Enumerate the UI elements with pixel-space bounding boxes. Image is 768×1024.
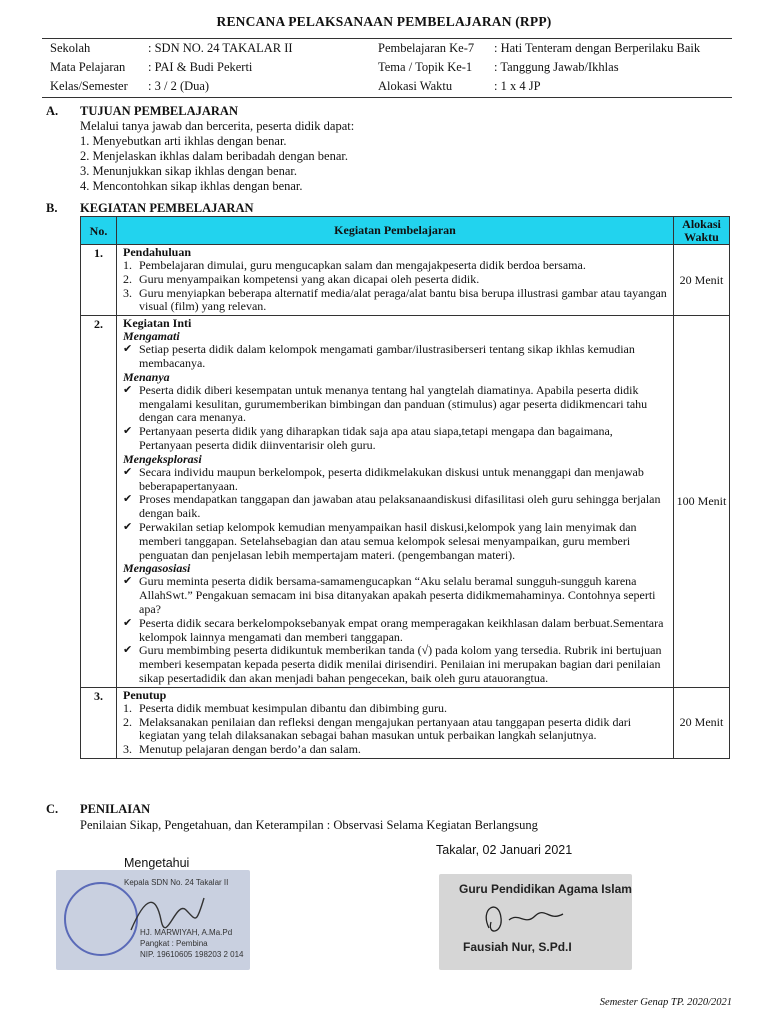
row-number: 3. — [81, 687, 117, 758]
table-row — [81, 687, 730, 758]
header-value: : Hati Tenteram dengan Berperilaku Baik — [494, 41, 701, 55]
teacher-signature — [439, 874, 632, 970]
check-icon: ✔ — [123, 575, 133, 588]
activity-cell — [117, 316, 674, 688]
subphase-title: Mengasosiasi — [123, 561, 191, 576]
list-item: 1. Peserta didik membuat kesimpulan dibantu dan dibimbing guru. — [123, 700, 447, 715]
objective-list — [80, 134, 348, 194]
column-header: No. — [81, 217, 117, 245]
list-item: ✔ Perwakilan setiap kelompok kemudian menyampaikan hasil diskusi,kelompok yang lain menyimak dan memberi tanggapan. Setelahsebagian dan atau semua kelompok selesai menyampaikan, guru memberi penguatan dan penjelasan lebih mempertajam materi. (pengembangan materi). — [123, 519, 637, 562]
list-item: ✔ Secara individu maupun berkelompok, peserta didikmelakukan diskusi untuk menanggapi dan menjawab beberapapertanyaan. — [123, 464, 644, 493]
check-icon: ✔ — [123, 616, 133, 629]
list-item: 2. Melaksanakan penilaian dan refleksi dengan mengajukan pertanyaan atau tanggapan peserta didik dari kegiatan yang telah dilaksanakan sebagai bahan masukan untuk perbaikan langkah selanjutnya. — [123, 714, 632, 743]
list-item: 3. Menunjukkan sikap ikhlas dengan benar. — [80, 164, 297, 178]
row-number: 2. — [81, 316, 117, 688]
check-icon: ✔ — [123, 465, 133, 478]
teacher-role: Guru Pendidikan Agama Islam — [459, 882, 632, 896]
row-number: 1. — [81, 245, 117, 316]
identity-header — [42, 38, 732, 98]
check-icon: ✔ — [123, 383, 133, 396]
list-item: 1. Menyebutkan arti ikhlas dengan benar. — [80, 134, 287, 148]
header-label: Kelas/Semester — [50, 79, 128, 93]
time-allocation: 20 Menit — [674, 687, 730, 758]
check-icon: ✔ — [123, 520, 133, 533]
section-letter: A. — [46, 104, 59, 118]
check-icon: ✔ — [123, 493, 133, 506]
header-value: : 1 x 4 JP — [494, 79, 541, 93]
subphase-title: Mengamati — [123, 329, 180, 344]
acknowledged-caption: Mengetahui — [124, 856, 190, 870]
list-item: ✔ Guru meminta peserta didik bersama-samamengucapkan “Aku selalu beramal sungguh-sungguh karena AllahSwt.” Pengakuan semacam ini bisa ditanyakan apakah peserta didikmemahaminya. Contohnya seperti apa? — [123, 574, 656, 616]
assessment-text: Penilaian Sikap, Pengetahuan, dan Keterampilan : Observasi Selama Kegiatan Berlangsung — [80, 818, 538, 832]
section-letter: C. — [46, 802, 59, 816]
table-row — [81, 316, 730, 688]
section-title: PENILAIAN — [80, 802, 151, 816]
column-header: Kegiatan Pembelajaran — [117, 217, 674, 245]
phase-title: Pendahuluan — [123, 245, 192, 259]
subphase-title: Mengeksplorasi — [123, 451, 202, 466]
list-item: ✔ Peserta didik secara berkelompoksebanyak empat orang memperagakan keikhlasan dalam berbuat.Sementara kelompok lainnya mengamati dan memberi tanggapan. — [123, 615, 664, 644]
table-row — [81, 245, 730, 316]
signature-scribble-icon — [479, 898, 569, 938]
header-label: Alokasi Waktu — [378, 79, 453, 93]
header-row — [42, 41, 732, 59]
stamp-line: HJ. MARWIYAH, A.Ma.Pd — [140, 928, 233, 937]
stamp-line: Kepala SDN No. 24 Takalar II — [124, 878, 229, 887]
activity-cell — [117, 687, 674, 758]
header-value: : PAI & Budi Pekerti — [148, 60, 253, 74]
teacher-name: Fausiah Nur, S.Pd.I — [463, 940, 572, 954]
document-title: RENCANA PELAKSANAAN PEMBELAJARAN (RPP) — [216, 14, 552, 29]
header-label: Tema / Topik Ke-1 — [378, 60, 473, 74]
check-icon: ✔ — [123, 425, 133, 438]
section-title: TUJUAN PEMBELAJARAN — [80, 104, 238, 118]
column-header: Alokasi Waktu — [674, 217, 730, 245]
principal-stamp — [56, 870, 250, 970]
activity-cell — [117, 245, 674, 316]
list-item: ✔ Pertanyaan peserta didik yang diharapkan tidak saja apa atau siapa,tetapi mengapa dan bagaimana, Pertanyaan peserta didik diinventarisir oleh guru. — [123, 424, 613, 452]
header-value: : 3 / 2 (Dua) — [148, 79, 210, 93]
header-label: Mata Pelajaran — [50, 60, 126, 74]
table-header-row — [81, 217, 730, 245]
header-row — [42, 60, 732, 78]
list-item: ✔ Guru membimbing peserta didikuntuk memberikan tanda (√) pada kolom yang tersedia. Rubrik ini bertujuan memberi kesempatan kepada peserta didik menilai dirisendiri. Penilaian ini merupakan bagian dari penilaian sikap pesertadidik dan akan menjadi bahan pengecekan, baik oleh guru atauorangtua. — [123, 643, 662, 685]
check-icon: ✔ — [123, 644, 133, 657]
list-item: 1. Pembelajaran dimulai, guru mengucapkan salam dan mengajakpeserta didik berdoa bersama. — [123, 258, 586, 272]
stamp-line: Pangkat : Pembina — [140, 939, 208, 948]
header-label: Pembelajaran Ke-7 — [378, 41, 475, 55]
check-icon: ✔ — [123, 343, 133, 356]
list-item: 3. Menutup pelajaran dengan berdo’a dan salam. — [123, 742, 361, 757]
header-value: : SDN NO. 24 TAKALAR II — [148, 41, 293, 55]
stamp-line: NIP. 19610605 198203 2 014 — [140, 950, 244, 959]
time-allocation: 20 Menit — [674, 245, 730, 316]
header-label: Sekolah — [50, 41, 91, 55]
list-item: 4. Mencontohkan sikap ikhlas dengan benar. — [80, 179, 303, 193]
phase-title: Kegiatan Inti — [123, 316, 192, 331]
footer-semester: Semester Genap TP. 2020/2021 — [599, 997, 732, 1008]
time-allocation: 100 Menit — [674, 316, 730, 688]
section-title: KEGIATAN PEMBELAJARAN — [80, 201, 254, 215]
header-value: : Tanggung Jawab/Ikhlas — [494, 60, 619, 74]
header-row — [42, 79, 732, 97]
section-intro: Melalui tanya jawab dan bercerita, peserta didik dapat: — [80, 119, 355, 133]
list-item: ✔ Proses mendapatkan tanggapan dan jawaban atau pelaksanaandiskusi difasilitasi oleh guru sehingga berjalan dengan baik. — [123, 492, 661, 521]
phase-title: Penutup — [123, 687, 167, 702]
list-item: 2. Menjelaskan ikhlas dalam beribadah dengan benar. — [80, 149, 348, 163]
subphase-title: Menanya — [123, 369, 170, 384]
section-letter: B. — [46, 201, 58, 215]
list-item: ✔ Peserta didik diberi kesempatan untuk menanya tentang hal yangtelah diamatinya. Apabila peserta didik mengalami kesulitan, gurumemberikan bimbingan dan panduan (stimulus) agar peserta didikmencari tahu dengan cara menanya. — [123, 382, 648, 425]
list-item: 2. Guru menyampaikan kompetensi yang akan dicapai oleh peserta didik. — [123, 271, 480, 286]
place-date: Takalar, 02 Januari 2021 — [436, 843, 573, 857]
list-item: 3. Guru menyiapkan beberapa alternatif media/alat peraga/alat bantu bisa berupa illustrasi gambar atau tayangan visual (film) yang relevan. — [123, 285, 667, 314]
list-item: ✔ Setiap peserta didik dalam kelompok mengamati gambar/ilustrasiberseri tentang sikap ikhlas kemudian membacanya. — [123, 342, 635, 370]
activity-table — [80, 216, 730, 759]
